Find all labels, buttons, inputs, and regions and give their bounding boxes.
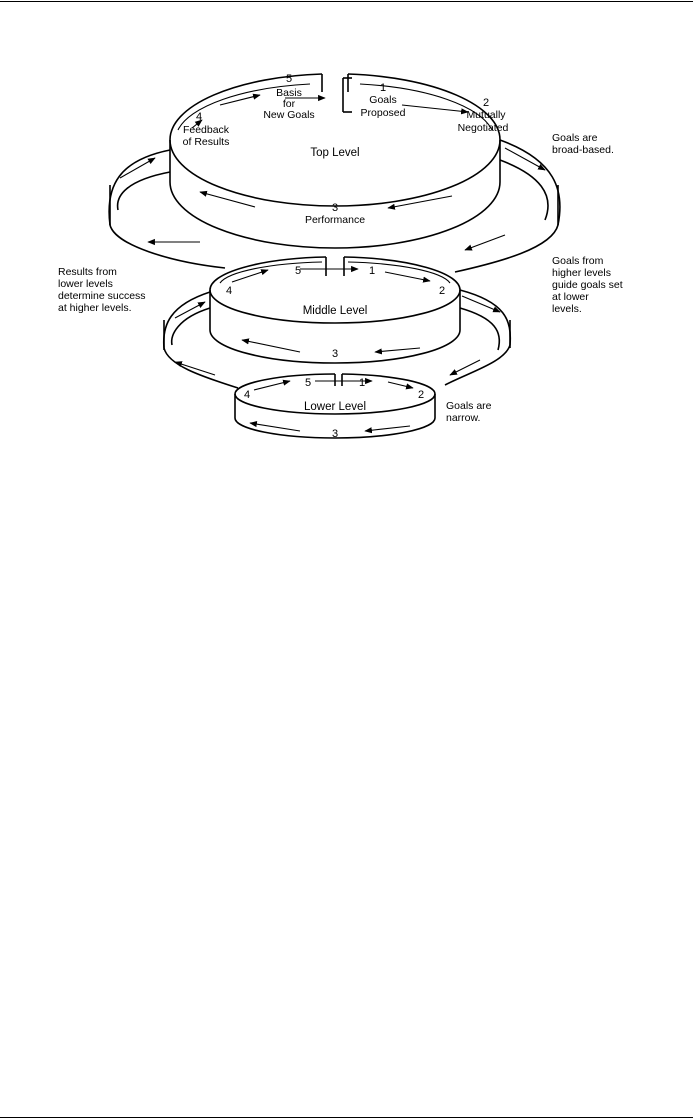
top-step-1-label-a: Goals — [369, 94, 397, 106]
note-guide-line-5: levels. — [552, 303, 582, 315]
top-step-5-number: 5 — [285, 73, 293, 85]
lower-step-2-number: 2 — [417, 389, 425, 401]
note-results — [58, 266, 146, 314]
note-narrow-line-2: narrow. — [446, 412, 481, 424]
note-results-line-3: determine success — [58, 290, 146, 302]
lower-step-4-number: 4 — [243, 389, 251, 401]
note-results-line-2: lower levels — [58, 278, 113, 290]
lower-step-1-number: 1 — [358, 377, 366, 389]
note-goals-guide — [552, 255, 623, 315]
top-step-2-label-a: Mutually — [466, 109, 506, 121]
lower-step-5-number: 5 — [304, 377, 312, 389]
note-goals-broad — [552, 132, 614, 156]
note-broad-line-1: Goals are — [552, 132, 598, 144]
note-broad-line-2: broad-based. — [552, 144, 614, 156]
middle-level-label: Middle Level — [302, 305, 368, 317]
middle-step-3-number: 3 — [331, 348, 339, 360]
middle-step-4-number: 4 — [225, 285, 233, 297]
top-step-2-number: 2 — [482, 97, 490, 109]
note-guide-line-3: guide goals set — [552, 279, 623, 291]
top-step-5-label-a: Basis — [276, 87, 302, 99]
note-narrow-line-1: Goals are — [446, 400, 492, 412]
note-results-line-1: Results from — [58, 266, 117, 278]
lower-level-label: Lower Level — [303, 401, 367, 413]
top-step-5-label-c: New Goals — [263, 109, 315, 121]
lower-step-3-number: 3 — [331, 428, 339, 440]
note-results-line-4: at higher levels. — [58, 302, 132, 314]
middle-step-5-number: 5 — [294, 265, 302, 277]
note-guide-line-2: higher levels — [552, 267, 611, 279]
top-step-4-label-b: of Results — [182, 136, 230, 148]
middle-step-2-number: 2 — [438, 285, 446, 297]
top-step-1-label-b: Proposed — [360, 107, 406, 119]
note-guide-line-4: at lower — [552, 291, 589, 303]
top-step-3-number: 3 — [331, 202, 339, 214]
top-step-4-number: 4 — [195, 111, 203, 123]
note-guide-line-1: Goals from — [552, 255, 604, 267]
middle-step-1-number: 1 — [368, 265, 376, 277]
top-level-label: Top Level — [310, 147, 360, 159]
top-step-5-label-b: for — [282, 98, 296, 110]
note-goals-narrow — [446, 400, 492, 424]
top-step-2-label-b: Negotiated — [457, 122, 509, 134]
top-step-4-label-a: Feedback — [182, 124, 230, 136]
top-step-1-number: 1 — [379, 82, 387, 94]
top-step-3-label: Performance — [304, 214, 366, 226]
